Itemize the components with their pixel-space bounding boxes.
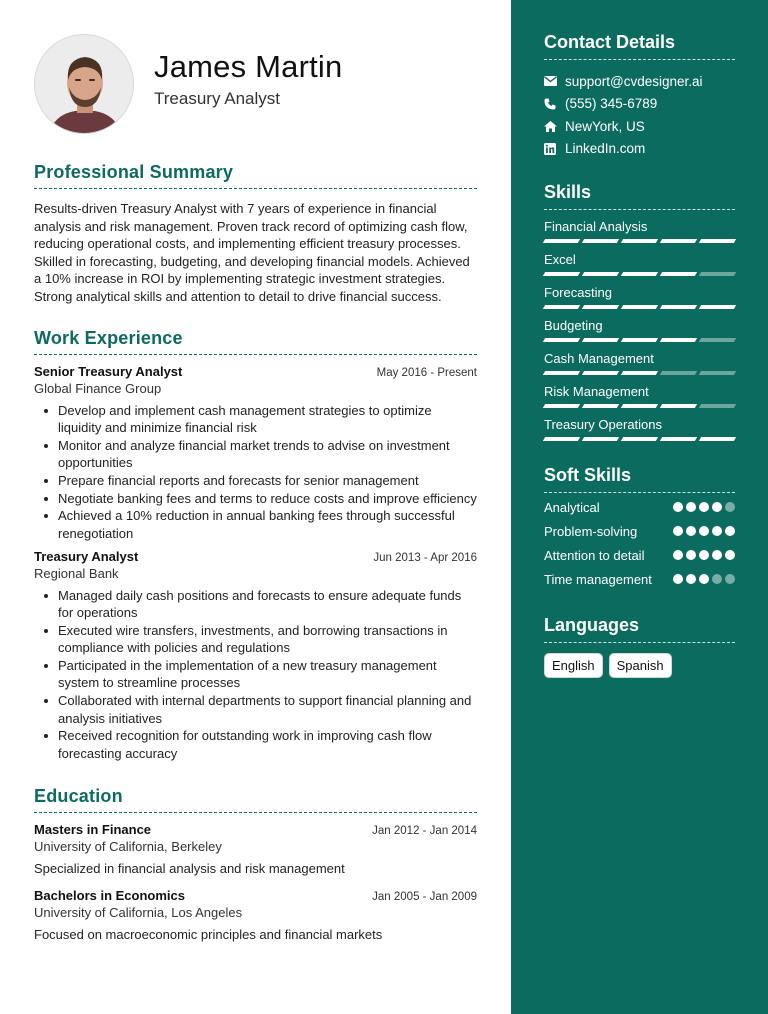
soft-skill-item bbox=[544, 571, 735, 589]
skill-bar-segment bbox=[621, 338, 658, 342]
skill-bar-segment bbox=[699, 272, 736, 276]
soft-skill-name: Analytical bbox=[544, 500, 600, 515]
skill-bar-segment bbox=[699, 239, 736, 243]
list-item: Collaborated with internal departments to support financial planning and analysis initiatives bbox=[34, 692, 477, 727]
section-title-education: Education bbox=[34, 786, 477, 813]
skill-bar-segment bbox=[699, 305, 736, 309]
rating-dot bbox=[699, 550, 709, 560]
contact-phone[interactable] bbox=[544, 93, 735, 116]
soft-skills-section bbox=[544, 465, 735, 589]
soft-skill-rating bbox=[673, 550, 735, 565]
skill-bar-segment bbox=[543, 305, 580, 309]
rating-dot bbox=[673, 502, 683, 512]
skill-item bbox=[544, 318, 735, 342]
profile-photo bbox=[35, 35, 134, 134]
job-company: Regional Bank bbox=[34, 565, 119, 581]
candidate-title: Treasury Analyst bbox=[154, 89, 280, 108]
list-item: Prepare financial reports and forecasts for senior management bbox=[34, 472, 477, 489]
linkedin-text: LinkedIn.com bbox=[565, 141, 646, 157]
education-description: Focused on macroeconomic principles and financial markets bbox=[34, 926, 383, 942]
rating-dot bbox=[712, 502, 722, 512]
school: University of California, Berkeley bbox=[34, 838, 222, 854]
skill-level-bar bbox=[544, 338, 735, 342]
list-item: Managed daily cash positions and forecasts to ensure adequate funds for operations bbox=[34, 587, 477, 622]
rating-dot bbox=[686, 574, 696, 584]
phone-icon bbox=[544, 98, 565, 110]
soft-skill-item bbox=[544, 523, 735, 541]
job-bullets bbox=[34, 402, 477, 542]
list-item: Achieved a 10% reduction in annual banking fees through successful renegotiation bbox=[34, 507, 477, 542]
skill-bar-segment bbox=[621, 371, 658, 375]
skill-bar-segment bbox=[660, 239, 697, 243]
section-title-languages: Languages bbox=[544, 615, 735, 643]
skill-bar-segment bbox=[660, 272, 697, 276]
skill-bar-segment bbox=[699, 371, 736, 375]
skill-bar-segment bbox=[582, 437, 619, 441]
education-dates: Jan 2005 - Jan 2009 bbox=[372, 890, 477, 903]
skill-name: Excel bbox=[544, 252, 576, 267]
skill-bar-segment bbox=[543, 239, 580, 243]
skill-bar-segment bbox=[543, 338, 580, 342]
soft-skill-name: Problem-solving bbox=[544, 524, 638, 539]
location-text: NewYork, US bbox=[565, 118, 645, 134]
skills-list bbox=[544, 219, 735, 441]
contact-section bbox=[544, 32, 735, 160]
degree: Bachelors in Economics bbox=[34, 887, 185, 903]
skill-bar-segment bbox=[660, 404, 697, 408]
resume-header bbox=[34, 34, 477, 134]
skill-bar-segment bbox=[699, 338, 736, 342]
skill-item bbox=[544, 417, 735, 441]
skills-section bbox=[544, 182, 735, 441]
skill-level-bar bbox=[544, 305, 735, 309]
job-company: Global Finance Group bbox=[34, 380, 162, 396]
summary-section bbox=[34, 162, 477, 306]
section-title-soft-skills: Soft Skills bbox=[544, 465, 735, 493]
skill-item bbox=[544, 252, 735, 276]
language-badge: English bbox=[544, 653, 603, 678]
skill-level-bar bbox=[544, 404, 735, 408]
email-text: support@cvdesigner.ai bbox=[565, 73, 703, 89]
skill-item bbox=[544, 219, 735, 243]
skill-level-bar bbox=[544, 437, 735, 441]
skill-name: Forecasting bbox=[544, 285, 612, 300]
linkedin-icon bbox=[544, 143, 565, 155]
skill-name: Budgeting bbox=[544, 318, 603, 333]
section-title-summary: Professional Summary bbox=[34, 162, 477, 189]
degree: Masters in Finance bbox=[34, 821, 152, 837]
skill-level-bar bbox=[544, 272, 735, 276]
skill-bar-segment bbox=[660, 437, 697, 441]
section-title-contact: Contact Details bbox=[544, 32, 735, 60]
candidate-name: James Martin bbox=[154, 49, 343, 84]
rating-dot bbox=[686, 550, 696, 560]
list-item: Develop and implement cash management strategies to optimize liquidity and minimize financial risk bbox=[34, 402, 477, 437]
languages-section bbox=[544, 615, 735, 678]
education-description: Specialized in financial analysis and risk management bbox=[34, 860, 345, 876]
skill-bar-segment bbox=[543, 272, 580, 276]
job-dates: Jun 2013 - Apr 2016 bbox=[373, 551, 477, 564]
rating-dot bbox=[673, 550, 683, 560]
contact-linkedin[interactable] bbox=[544, 138, 735, 161]
soft-skill-item bbox=[544, 499, 735, 517]
languages-list bbox=[544, 653, 735, 678]
soft-skills-list bbox=[544, 499, 735, 589]
skill-bar-segment bbox=[660, 338, 697, 342]
phone-text: (555) 345-6789 bbox=[565, 96, 658, 112]
rating-dot bbox=[725, 526, 735, 536]
rating-dot bbox=[673, 526, 683, 536]
job-dates: May 2016 - Present bbox=[376, 366, 477, 379]
job-entry bbox=[34, 549, 477, 762]
skill-bar-segment bbox=[543, 437, 580, 441]
rating-dot bbox=[725, 550, 735, 560]
rating-dot bbox=[673, 574, 683, 584]
language-badge: Spanish bbox=[609, 653, 672, 678]
education-section bbox=[34, 786, 477, 942]
job-title: Senior Treasury Analyst bbox=[34, 363, 183, 379]
education-entry bbox=[34, 822, 477, 876]
rating-dot bbox=[712, 550, 722, 560]
rating-dot bbox=[712, 574, 722, 584]
soft-skill-rating bbox=[673, 526, 735, 541]
contact-location bbox=[544, 115, 735, 138]
soft-skill-rating bbox=[673, 574, 735, 589]
list-item: Executed wire transfers, investments, and borrowing transactions in compliance with policies and regulations bbox=[34, 622, 477, 657]
skill-bar-segment bbox=[660, 305, 697, 309]
rating-dot bbox=[699, 502, 709, 512]
skill-bar-segment bbox=[543, 371, 580, 375]
soft-skill-name: Attention to detail bbox=[544, 548, 645, 563]
soft-skill-item bbox=[544, 547, 735, 565]
rating-dot bbox=[712, 526, 722, 536]
skill-bar-segment bbox=[582, 239, 619, 243]
soft-skill-name: Time management bbox=[544, 572, 652, 587]
skill-item bbox=[544, 384, 735, 408]
summary-text: Results-driven Treasury Analyst with 7 years of experience in financial analysis and risk management. Proven track record of optimizing cash flow, reducing operational costs, and implementing efficient treasury processes. Skilled in forecasting, budgeting, and developing financial models. Achieved a 10% increase in ROI by implementing strategic investment strategies. Strong analytical skills and attention to detail to drive financial success. bbox=[34, 201, 470, 304]
skill-bar-segment bbox=[699, 437, 736, 441]
skill-bar-segment bbox=[582, 404, 619, 408]
skill-level-bar bbox=[544, 239, 735, 243]
skill-bar-segment bbox=[582, 305, 619, 309]
list-item: Participated in the implementation of a new treasury management system to streamline processes bbox=[34, 657, 477, 692]
contact-email[interactable] bbox=[544, 70, 735, 93]
skill-bar-segment bbox=[699, 404, 736, 408]
rating-dot bbox=[699, 574, 709, 584]
skill-bar-segment bbox=[621, 305, 658, 309]
school: University of California, Los Angeles bbox=[34, 904, 243, 920]
skill-name: Financial Analysis bbox=[544, 219, 648, 234]
rating-dot bbox=[686, 526, 696, 536]
education-entry bbox=[34, 888, 477, 942]
skill-bar-segment bbox=[621, 239, 658, 243]
rating-dot bbox=[699, 526, 709, 536]
home-icon bbox=[544, 121, 565, 132]
section-title-experience: Work Experience bbox=[34, 328, 477, 355]
skill-bar-segment bbox=[621, 404, 658, 408]
email-icon bbox=[544, 76, 565, 86]
experience-section bbox=[34, 328, 477, 762]
skill-bar-segment bbox=[582, 338, 619, 342]
rating-dot bbox=[725, 502, 735, 512]
avatar bbox=[34, 34, 134, 134]
rating-dot bbox=[725, 574, 735, 584]
job-title: Treasury Analyst bbox=[34, 548, 139, 564]
sidebar bbox=[511, 0, 768, 1014]
skill-name: Cash Management bbox=[544, 351, 654, 366]
skill-bar-segment bbox=[582, 272, 619, 276]
list-item: Negotiate banking fees and terms to reduce costs and improve efficiency bbox=[34, 490, 477, 507]
skill-name: Treasury Operations bbox=[544, 417, 663, 432]
education-dates: Jan 2012 - Jan 2014 bbox=[372, 824, 477, 837]
skill-bar-segment bbox=[621, 437, 658, 441]
skill-item bbox=[544, 285, 735, 309]
job-bullets bbox=[34, 587, 477, 762]
section-title-skills: Skills bbox=[544, 182, 735, 210]
soft-skill-rating bbox=[673, 502, 735, 517]
skill-bar-segment bbox=[582, 371, 619, 375]
skill-bar-segment bbox=[621, 272, 658, 276]
rating-dot bbox=[686, 502, 696, 512]
skill-level-bar bbox=[544, 371, 735, 375]
job-entry bbox=[34, 364, 477, 542]
skill-bar-segment bbox=[660, 371, 697, 375]
list-item: Monitor and analyze financial market trends to advise on investment opportunities bbox=[34, 437, 477, 472]
skill-bar-segment bbox=[543, 404, 580, 408]
skill-name: Risk Management bbox=[544, 384, 649, 399]
skill-item bbox=[544, 351, 735, 375]
list-item: Received recognition for outstanding work in improving cash flow forecasting accuracy bbox=[34, 727, 477, 762]
